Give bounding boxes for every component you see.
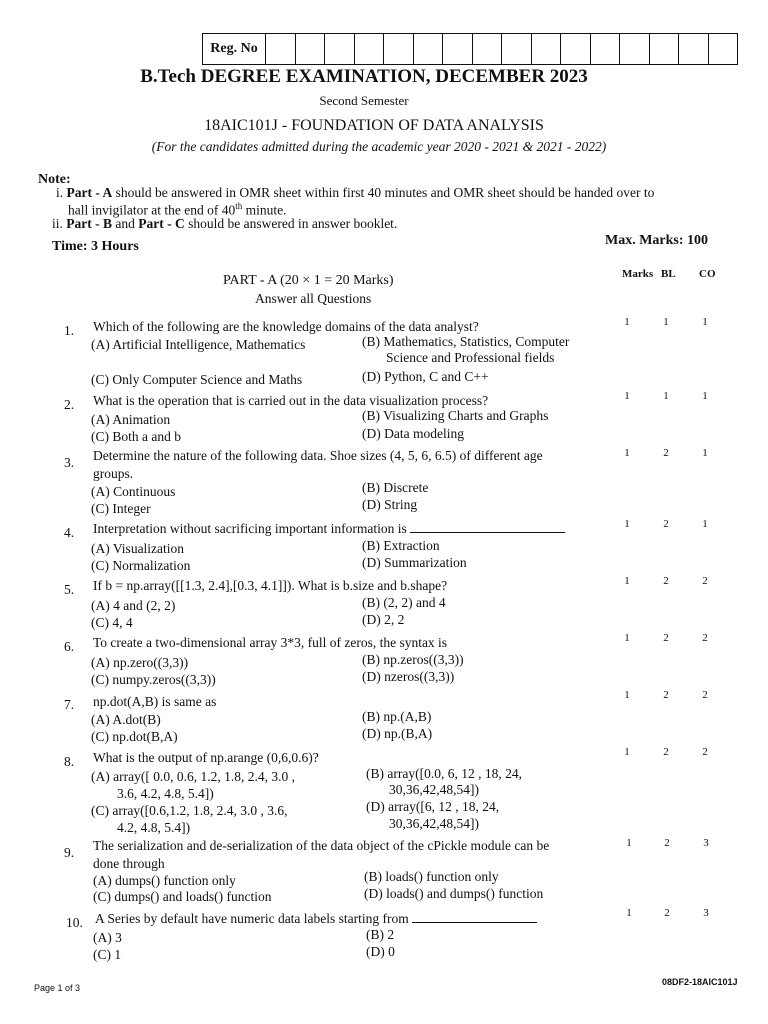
bl: 2 (663, 689, 669, 701)
marks: 1 (624, 518, 630, 530)
marks: 1 (624, 746, 630, 758)
question-text: What is the operation that is carried out in the data visualization process? (93, 393, 489, 408)
option-d: (D) Summarization (362, 555, 467, 570)
option-b: (B) 2 (366, 927, 395, 942)
note-text: minute. (245, 202, 287, 218)
option-b-cont: Science and Professional fields (386, 350, 555, 365)
note-bold: Part - B (66, 216, 112, 231)
exam-title: B.Tech DEGREE EXAMINATION, DECEMBER 2023 (140, 66, 588, 87)
marks: 1 (624, 689, 630, 701)
question-text-cont: done through (93, 856, 165, 871)
note-bold: Part - C (138, 216, 185, 231)
col-co-header: CO (699, 268, 716, 280)
reg-no-label: Reg. No (203, 34, 266, 64)
option-d: (D) array([6, 12 , 18, 24, (366, 799, 500, 814)
reg-cell (384, 34, 414, 64)
reg-cell (679, 34, 709, 64)
col-marks-header: Marks (622, 268, 654, 280)
option-b: (B) loads() function only (364, 869, 499, 884)
option-a: (A) array([ 0.0, 0.6, 1.2, 1.8, 2.4, 3.0 , (91, 769, 295, 784)
bl: 2 (663, 575, 669, 587)
marks: 1 (624, 447, 630, 459)
co: 1 (702, 447, 708, 459)
option-a: (A) Animation (91, 412, 171, 427)
option-d: (D) Python, C and C++ (362, 369, 489, 384)
reg-cell (561, 34, 591, 64)
option-c: (C) Only Computer Science and Maths (91, 372, 303, 387)
bl: 2 (663, 746, 669, 758)
question-text: Which of the following are the knowledge domains of the data analyst? (93, 319, 479, 334)
co: 1 (702, 316, 708, 328)
course-title: 18AIC101J - FOUNDATION OF DATA ANALYSIS (204, 117, 544, 134)
marks: 1 (624, 316, 630, 328)
bl: 1 (663, 390, 669, 402)
option-a: (A) Visualization (91, 541, 185, 556)
option-a: (A) 3 (93, 930, 122, 945)
note-text: and (115, 216, 135, 231)
option-a: (A) 4 and (2, 2) (91, 598, 176, 613)
page-number: Page 1 of 3 (34, 983, 81, 993)
option-d: (D) np.(B,A) (362, 726, 433, 741)
option-c: (C) dumps() and loads() function (93, 889, 272, 904)
semester: Second Semester (319, 93, 409, 108)
question-text: What is the output of np.arange (0,6,0.6)? (93, 750, 319, 765)
co: 2 (702, 746, 708, 758)
option-b: (B) Mathematics, Statistics, Computer (362, 334, 570, 349)
answer-blank (410, 532, 565, 533)
co: 1 (702, 518, 708, 530)
note-prefix: i. (56, 185, 64, 200)
paper-code: 08DF2-18AIC101J (662, 977, 738, 987)
reg-cell (414, 34, 444, 64)
question-text (93, 521, 608, 536)
question-number: 8. (64, 754, 75, 769)
option-c: (C) 4, 4 (91, 615, 133, 630)
co: 2 (702, 632, 708, 644)
bl: 2 (663, 632, 669, 644)
reg-cell (443, 34, 473, 64)
option-d: (D) loads() and dumps() function (364, 886, 544, 901)
note-prefix: ii. (52, 216, 63, 231)
question-number: 9. (64, 845, 75, 860)
reg-cell (325, 34, 355, 64)
marks: 1 (624, 390, 630, 402)
question-number: 1. (64, 323, 75, 338)
question-text: The serialization and de-serialization of the data object of the cPickle module can be (93, 838, 550, 853)
co: 2 (702, 689, 708, 701)
bl: 2 (664, 907, 670, 919)
marks: 1 (626, 907, 632, 919)
question-text: np.dot(A,B) is same as (93, 694, 217, 709)
option-c: (C) array([0.6,1.2, 1.8, 2.4, 3.0 , 3.6, (91, 803, 288, 818)
reg-cell (532, 34, 562, 64)
marks: 1 (624, 575, 630, 587)
co: 2 (702, 575, 708, 587)
reg-cell (650, 34, 680, 64)
question-number: 3. (64, 455, 75, 470)
question-number: 4. (64, 525, 75, 540)
option-d: (D) Data modeling (362, 426, 464, 441)
answer-blank (412, 922, 537, 923)
reg-cell (296, 34, 326, 64)
option-b: (B) np.zeros((3,3)) (362, 652, 464, 667)
question-number: 2. (64, 397, 75, 412)
question-text: To create a two-dimensional array 3*3, full of zeros, the syntax is (93, 635, 448, 650)
option-a: (A) Artificial Intelligence, Mathematics (91, 337, 306, 352)
option-b-cont: 30,36,42,48,54]) (389, 782, 479, 797)
note-text: hall invigilator at the end of 40 (68, 202, 236, 218)
note-sup: th (235, 201, 243, 211)
question-text-span: A Series by default have numeric data labels starting from (95, 911, 409, 926)
option-d: (D) nzeros((3,3)) (362, 669, 455, 684)
question-number: 7. (64, 697, 75, 712)
question-number: 10. (66, 915, 83, 930)
bl: 1 (663, 316, 669, 328)
reg-cell (502, 34, 532, 64)
option-a: (A) np.zero((3,3)) (91, 655, 189, 670)
option-a: (A) dumps() function only (93, 873, 236, 888)
option-c: (C) 1 (93, 947, 122, 962)
option-b: (B) Visualizing Charts and Graphs (362, 408, 549, 423)
option-a: (A) A.dot(B) (91, 712, 161, 727)
note-item-1 (56, 185, 654, 201)
option-b: (B) array([0.0, 6, 12 , 18, 24, (366, 766, 522, 781)
question-text-cont: groups. (93, 466, 134, 481)
option-d: (D) 0 (366, 944, 395, 959)
admitted-note: (For the candidates admitted during the academic year 2020 - 2021 & 2021 - 2022) (151, 139, 607, 154)
option-a: (A) Continuous (91, 484, 176, 499)
answer-all: Answer all Questions (255, 291, 372, 306)
option-c: (C) np.dot(B,A) (91, 729, 178, 744)
bl: 2 (663, 518, 669, 530)
option-d: (D) String (362, 497, 418, 512)
marks: 1 (624, 632, 630, 644)
option-c: (C) Integer (91, 501, 151, 516)
reg-cell (709, 34, 738, 64)
question-number: 6. (64, 639, 75, 654)
option-b: (B) Extraction (362, 538, 440, 553)
bl: 2 (664, 837, 670, 849)
option-a-cont: 3.6, 4.2, 4.8, 5.4]) (117, 786, 214, 801)
note-bold: Part - A (66, 185, 113, 200)
option-c: (C) numpy.zeros((3,3)) (91, 672, 216, 687)
question-number: 5. (64, 582, 75, 597)
option-d: (D) 2, 2 (362, 612, 405, 627)
co: 3 (703, 837, 709, 849)
col-bl-header: BL (661, 268, 676, 280)
note-text: should be answered in OMR sheet within first 40 minutes and OMR sheet should be handed over to (115, 185, 655, 200)
reg-cell (473, 34, 503, 64)
option-b: (B) Discrete (362, 480, 429, 495)
question-text-span: Interpretation without sacrificing important information is (93, 521, 407, 536)
reg-cell (591, 34, 621, 64)
co: 3 (703, 907, 709, 919)
question-text (95, 911, 610, 926)
reg-cell (620, 34, 650, 64)
question-text: If b = np.array([[1.3, 2.4],[0.3, 4.1]]). What is b.size and b.shape? (93, 578, 448, 593)
bl: 2 (663, 447, 669, 459)
option-c-cont: 4.2, 4.8, 5.4]) (117, 820, 191, 835)
reg-cell (266, 34, 296, 64)
option-b: (B) np.(A,B) (362, 709, 432, 724)
option-c: (C) Normalization (91, 558, 191, 573)
part-a-heading: PART - A (20 × 1 = 20 Marks) (223, 273, 394, 288)
max-marks: Max. Marks: 100 (605, 233, 709, 248)
reg-no-box (202, 33, 738, 65)
note-label: Note: (38, 172, 71, 187)
co: 1 (702, 390, 708, 402)
option-b: (B) (2, 2) and 4 (362, 595, 446, 610)
option-d-cont: 30,36,42,48,54]) (389, 816, 479, 831)
note-item-2 (52, 216, 397, 232)
note-text: should be answered in answer booklet. (188, 216, 398, 231)
exam-time: Time: 3 Hours (52, 239, 139, 254)
option-c: (C) Both a and b (91, 429, 181, 444)
marks: 1 (626, 837, 632, 849)
question-text: Determine the nature of the following data. Shoe sizes (4, 5, 6, 6.5) of different age (93, 448, 543, 463)
reg-cell (355, 34, 385, 64)
